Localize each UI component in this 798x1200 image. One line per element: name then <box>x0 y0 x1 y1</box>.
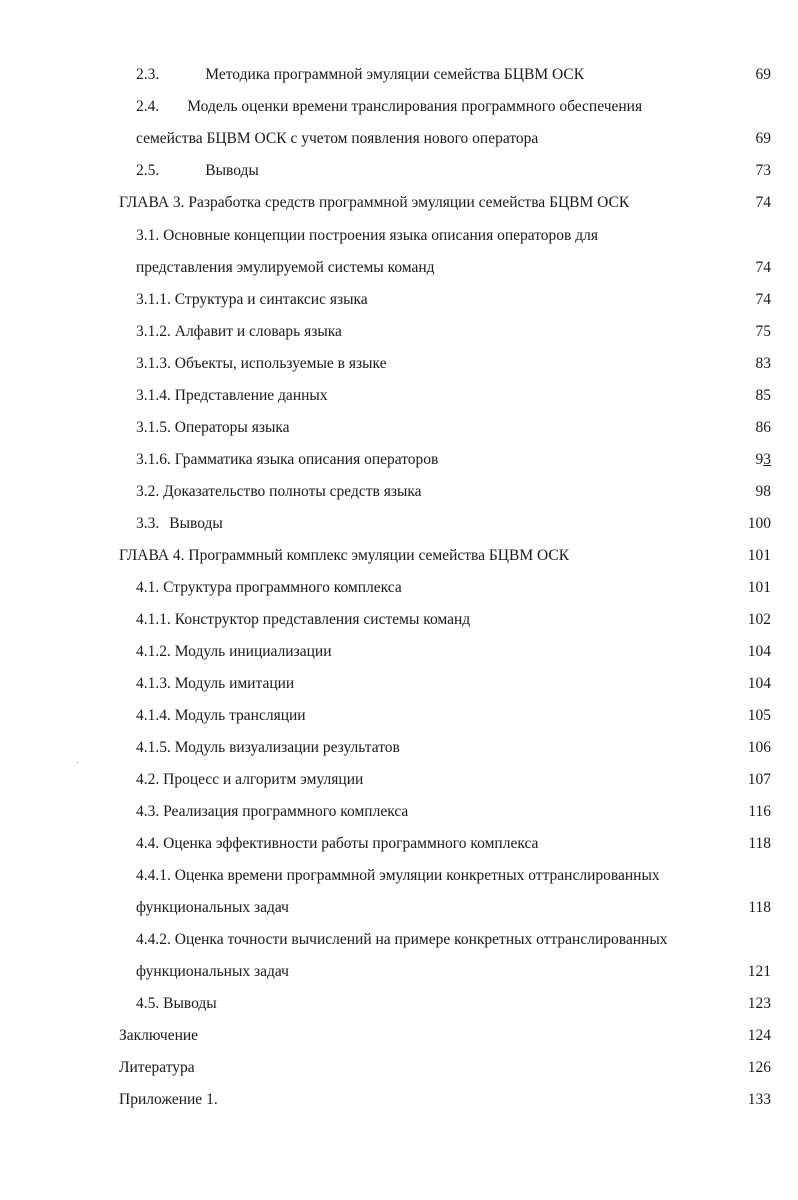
toc-entry-2-4 <box>136 96 642 118</box>
toc-entry-3-1-1 <box>136 289 771 311</box>
entry-title: 4.2. Процесс и алгоритм эмуляции <box>136 771 364 788</box>
entry-title: функциональных задач <box>136 899 289 916</box>
entry-title: 3.1.3. Объекты, используемые в языке <box>136 355 387 372</box>
page-number: 124 <box>747 1027 771 1044</box>
page-number: 98 <box>755 483 771 500</box>
entry-title: 3.2. Доказательство полноты средств языка <box>136 483 422 500</box>
toc-entry-4-1-5 <box>136 737 771 759</box>
page-number: 86 <box>755 419 771 436</box>
page-number: 101 <box>747 547 771 564</box>
section-number: 3.3. <box>136 515 160 532</box>
toc-entry-4-1 <box>136 577 771 599</box>
page-number: 118 <box>748 899 771 916</box>
section-number: 2.5. <box>136 162 160 179</box>
entry-title: 3.1.1. Структура и синтаксис языка <box>136 291 368 308</box>
page-number: 100 <box>747 515 771 532</box>
entry-title: ГЛАВА 4. Программный комплекс эмуляции семейства БЦВМ ОСК <box>119 547 570 564</box>
entry-title: 4.1.5. Модуль визуализации результатов <box>136 739 400 756</box>
entry-title: функциональных задач <box>136 963 289 980</box>
page-number: 74 <box>755 194 771 211</box>
toc-entry-3-2 <box>136 481 771 503</box>
page-number: 69 <box>755 66 771 83</box>
toc-entry-2-4-continued <box>136 128 771 150</box>
entry-title: 3.1.5. Операторы языка <box>136 419 290 436</box>
toc-entry-2-5 <box>136 160 771 182</box>
toc-entry-appendix-1 <box>119 1089 771 1111</box>
toc-entry-3-1-2 <box>136 321 771 343</box>
entry-title: 4.1.2. Модуль инициализации <box>136 643 332 660</box>
page-number: 101 <box>747 579 771 596</box>
toc-entry-chapter-3 <box>119 192 771 214</box>
toc-entry-4-5 <box>136 993 771 1015</box>
entry-title: 4.1.3. Модуль имитации <box>136 675 295 692</box>
toc-entry-chapter-4 <box>119 545 771 567</box>
page-number: 93 <box>755 451 771 468</box>
entry-title: 4.4. Оценка эффективности работы программного комплекса <box>136 835 539 852</box>
entry-title: 4.4.1. Оценка времени программной эмуляции конкретных оттранслированных <box>136 867 660 884</box>
toc-entry-4-4-2-continued <box>136 961 771 983</box>
page-number: 69 <box>755 130 771 147</box>
entry-title: Методика программной эмуляции семейства БЦВМ ОСК <box>205 66 585 83</box>
toc-entry-4-4-2 <box>136 929 668 951</box>
toc-entry-4-3 <box>136 801 771 823</box>
entry-title: 4.4.2. Оценка точности вычислений на примере конкретных оттранслированных <box>136 931 668 948</box>
toc-entry-3-1 <box>136 225 598 247</box>
toc-entry-4-4 <box>136 833 771 855</box>
entry-title: Литература <box>119 1059 195 1076</box>
page-number: 116 <box>748 803 771 820</box>
page-number: 75 <box>755 323 771 340</box>
page-number: 105 <box>747 707 771 724</box>
entry-title: Выводы <box>169 515 223 532</box>
toc-entry-4-2 <box>136 769 771 791</box>
page-number: 104 <box>747 675 771 692</box>
toc-entry-3-1-5 <box>136 417 771 439</box>
page-number: 74 <box>755 259 771 276</box>
entry-title: 3.1.4. Представление данных <box>136 387 328 404</box>
scan-speck <box>77 762 78 763</box>
toc-entry-4-4-1 <box>136 865 660 887</box>
toc-entry-2-3 <box>136 64 771 86</box>
underlined-digit: 3 <box>763 451 771 468</box>
entry-title: 4.3. Реализация программного комплекса <box>136 803 409 820</box>
entry-title: 4.1. Структура программного комплекса <box>136 579 402 596</box>
section-number: 2.4. <box>136 98 160 115</box>
page-number: 85 <box>755 387 771 404</box>
toc-entry-3-1-4 <box>136 385 771 407</box>
page-number: 83 <box>755 355 771 372</box>
entry-title: ГЛАВА 3. Разработка средств программной эмуляции семейства БЦВМ ОСК <box>119 194 630 211</box>
page-number: 133 <box>747 1091 771 1108</box>
entry-title: Приложение 1. <box>119 1091 218 1108</box>
entry-title: 4.1.1. Конструктор представления системы команд <box>136 611 471 628</box>
section-number: 2.3. <box>136 66 160 83</box>
toc-entry-3-1-continued <box>136 257 771 279</box>
toc-entry-3-1-3 <box>136 353 771 375</box>
entry-title: семейства БЦВМ ОСК с учетом появления нового оператора <box>136 130 539 147</box>
entry-title: 3.1.2. Алфавит и словарь языка <box>136 323 342 340</box>
entry-title: 4.1.4. Модуль трансляции <box>136 707 306 724</box>
toc-entry-3-3 <box>136 513 771 535</box>
page-number: 126 <box>747 1059 771 1076</box>
page-number: 121 <box>747 963 771 980</box>
entry-title: представления эмулируемой системы команд <box>136 259 435 276</box>
toc-entry-4-1-4 <box>136 705 771 727</box>
page-number: 73 <box>755 162 771 179</box>
page-number: 118 <box>748 835 771 852</box>
entry-title: Модель оценки времени транслирования программного обеспечения <box>187 98 643 115</box>
entry-title: Выводы <box>205 162 259 179</box>
toc-entry-conclusion <box>119 1025 771 1047</box>
toc-entry-3-1-6 <box>136 449 771 471</box>
entry-title: 3.1.6. Грамматика языка описания операторов <box>136 451 439 468</box>
toc-entry-literature <box>119 1057 771 1079</box>
toc-entry-4-4-1-continued <box>136 897 771 919</box>
page-number: 107 <box>747 771 771 788</box>
page-number: 74 <box>755 291 771 308</box>
toc-entry-4-1-2 <box>136 641 771 663</box>
page-number: 104 <box>747 643 771 660</box>
toc-entry-4-1-1 <box>136 609 771 631</box>
page-number: 102 <box>747 611 771 628</box>
toc-entry-4-1-3 <box>136 673 771 695</box>
entry-title: 4.5. Выводы <box>136 995 217 1012</box>
page-number: 123 <box>747 995 771 1012</box>
page-number: 106 <box>747 739 771 756</box>
entry-title: 3.1. Основные концепции построения языка описания операторов для <box>136 227 598 244</box>
entry-title: Заключение <box>119 1027 199 1044</box>
